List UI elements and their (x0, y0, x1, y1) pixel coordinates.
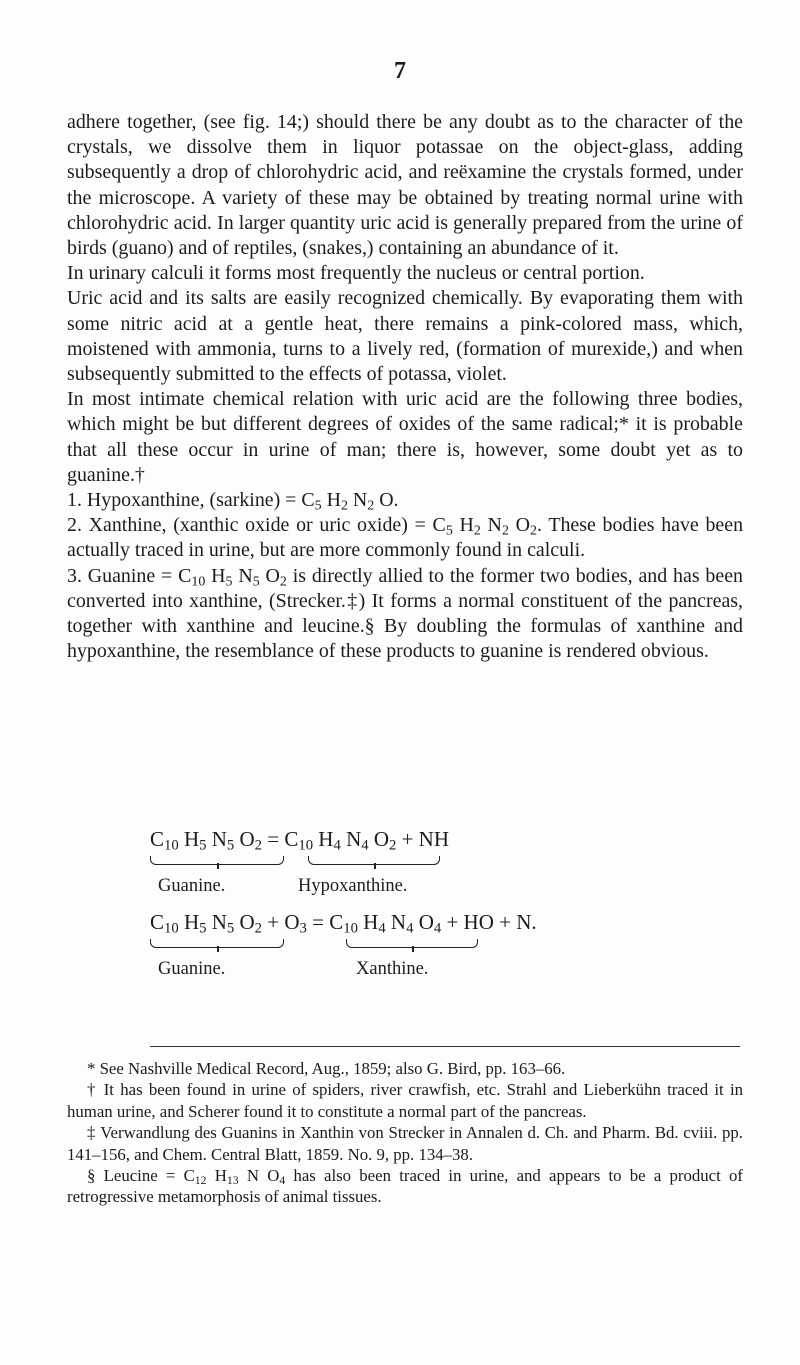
page-number: 7 (394, 58, 406, 84)
paragraph-4: In most intimate chemical relation with uric acid are the following three bodies, which might be but different degrees of oxides of the same radical;* it is probable that all these occur in urine of man; there is, however, some doubt yet as to guanine.† (67, 388, 743, 486)
paragraph-3: Uric acid and its salts are easily recognized chemically. By evaporating them with some nitric acid at a gentle heat, there remains a pink-colored mass, which, moistened with ammonia, turns to a lively red, (formation of murexide,) and when subsequently submitted to the effects of potassa, violet. (67, 287, 743, 386)
equations-block (150, 827, 750, 989)
paragraph-2: In urinary calculi it forms most frequently the nucleus or central portion. (67, 262, 645, 285)
body-text (67, 110, 743, 664)
footnotes (67, 1058, 743, 1208)
underbrace (308, 856, 440, 865)
equation-guanine-hypoxanthine: $C_{10}$ $H_5$ $N_5$ $O_2 = C_{10}$ $H_4$ $N_4$ $O_2$ + NH (150, 827, 450, 854)
footnote-2: † It has been found in urine of spiders, river crawfish, etc. Strahl and Lieberkühn traced it in human urine, and Scherer found it to constitute a normal part of the pancreas. (67, 1080, 743, 1121)
label-guanine: Guanine. (158, 876, 226, 896)
list-item-xanthine: 2. Xanthine, (xanthic oxide or uric oxide) = $C_5$ $H_2$ $N_2$ $O_2$. These bodies have been actually traced in urine, but are more commonly found in calculi. (67, 514, 744, 562)
equation-guanine-xanthine: $C_{10}$ $H_5$ $N_5$ $O_2 + O_3 = C_{10}$ $H_4$ $N_4$ $O_4$ + HO + N. (150, 910, 537, 937)
underbrace (346, 939, 478, 948)
equation-1-braces (150, 856, 750, 876)
footnote-4: § Leucine = $C_{12}$ $H_{13}$ N $O_4$ has also been traced in urine, and appears to be a product of retrogressive metamorphosis of animal tissues. (67, 1166, 743, 1207)
label-xanthine: Xanthine. (356, 959, 429, 979)
equation-2-braces (150, 939, 750, 959)
label-hypoxanthine: Hypoxanthine. (298, 876, 408, 896)
list-item-guanine: 3. Guanine = $C_{10}$ $H_5$ $N_5$ $O_2$ is directly allied to the former two bodies, and has been converted into xanthine, (Strecker.‡) It forms a normal constituent of the pancreas, together with xanthine and leucine.§ By doubling the formulas of xanthine and hypoxanthine, the resemblance of these products to guanine is rendered obvious. (67, 564, 743, 663)
footnote-divider (150, 1046, 740, 1047)
equation-1-labels (150, 876, 750, 906)
paragraph-1: adhere together, (see fig. 14;) should there be any doubt as to the character of the crystals, we dissolve them in liquor potassae on the object-glass, adding subsequently a drop of chlorohydric acid, and reëxamine the crystals formed, under the microscope. A variety of these may be obtained by treating normal urine with chlorohydric acid. In larger quantity uric acid is generally prepared from the urine of birds (guano) and of reptiles, (snakes,) containing an abundance of it. (67, 111, 743, 260)
equation-2-labels (150, 959, 750, 989)
underbrace (150, 939, 284, 948)
list-item-hypoxanthine: 1. Hypoxanthine, (sarkine) = $C_5$ $H_2$ $N_2$ O. (67, 489, 399, 514)
underbrace (150, 856, 284, 865)
footnote-1: * See Nashville Medical Record, Aug., 1859; also G. Bird, pp. 163–66. (87, 1059, 566, 1078)
label-guanine: Guanine. (158, 959, 226, 979)
footnote-3: ‡ Verwandlung des Guanins in Xanthin von Strecker in Annalen d. Ch. and Pharm. Bd. cviii. pp. 141–156, and Chem. Central Blatt, 1859. No. 9, pp. 134–38. (67, 1123, 743, 1164)
